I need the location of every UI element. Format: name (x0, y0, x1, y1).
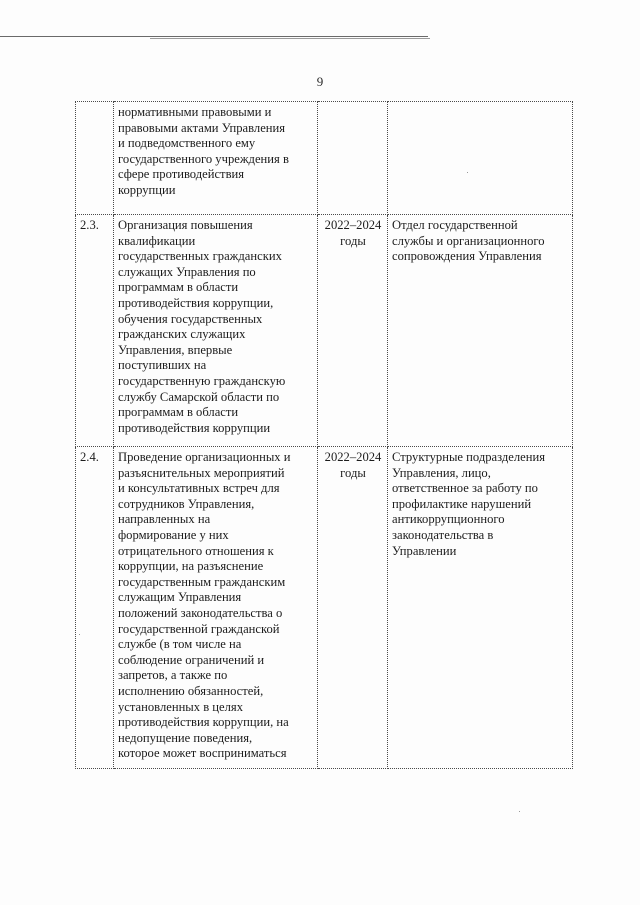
term-years: 2022–2024 (324, 450, 382, 464)
text-line: противодействия коррупции, на (118, 715, 289, 730)
text-line: поступивших на (118, 358, 207, 373)
row-number-cell: 2.3. (76, 215, 114, 447)
text-line: Отдел государственной (392, 218, 518, 232)
text-line: установленных в целях (118, 699, 244, 714)
text-line: Организация повышения (118, 218, 253, 232)
text-line: которое может восприниматься (118, 746, 287, 761)
text-line: недопущение поведения, (118, 730, 253, 745)
text-line: программам в области (118, 280, 239, 295)
term-cell (318, 215, 388, 447)
text-line: соблюдение ограничений и (118, 652, 265, 667)
top-scan-rule-secondary (150, 38, 430, 39)
text-line: отрицательного отношения к (118, 543, 274, 558)
action-cell (114, 102, 318, 215)
scan-speck (467, 172, 468, 173)
row-number-cell (76, 102, 114, 215)
text-line: квалификации (118, 233, 196, 248)
table-row (76, 215, 573, 447)
text-line: сотрудников Управления, (118, 496, 255, 511)
page-number: 9 (316, 74, 324, 89)
text-line: Управления, лицо, (392, 465, 491, 480)
text-line: формирование у них (118, 527, 229, 542)
text-line: Проведение организационных и (118, 450, 291, 464)
text-line: государственным гражданским (118, 574, 286, 589)
responsible-cell (388, 215, 573, 447)
responsible-cell (388, 447, 573, 769)
text-line: коррупции (118, 182, 176, 197)
text-line: гражданских служащих (118, 327, 246, 342)
scan-speck (519, 811, 520, 812)
text-line: и подведомственного ему (118, 136, 256, 151)
text-line: Структурные подразделения (392, 450, 546, 464)
text-line: ответственное за работу по (392, 481, 538, 496)
action-cell (114, 215, 318, 447)
text-line: сопровождения Управления (392, 249, 542, 264)
text-line: противодействия коррупции, (118, 295, 274, 310)
top-scan-rule (0, 36, 428, 37)
scan-speck (79, 634, 80, 635)
text-line: правовыми актами Управления (118, 120, 286, 135)
text-line: служащих Управления по (118, 264, 256, 279)
term-cell (318, 447, 388, 769)
text-line: антикоррупционного (392, 512, 505, 527)
text-line: службу Самарской области по (118, 389, 280, 404)
text-line: противодействия коррупции (118, 420, 271, 435)
text-line: профилактике нарушений (392, 496, 532, 511)
text-line: Управлении (392, 543, 457, 558)
anticorruption-plan-table (75, 101, 573, 769)
text-line: Управления, впервые (118, 342, 233, 357)
text-line: программам в области (118, 405, 239, 420)
text-line: государственных гражданских (118, 249, 282, 264)
text-line: государственную гражданскую (118, 373, 286, 388)
text-line: положений законодательства о (118, 605, 283, 620)
text-line: нормативными правовыми и (118, 105, 272, 119)
text-line: обучения государственных (118, 311, 263, 326)
text-line: службы и организационного (392, 233, 545, 248)
table-row (76, 447, 573, 769)
action-cell (114, 447, 318, 769)
term-cell (318, 102, 388, 215)
text-line: служащим Управления (118, 590, 242, 605)
text-line: направленных на (118, 512, 211, 527)
text-line: сфере противодействия (118, 167, 245, 182)
text-line: государственного учреждения в (118, 151, 289, 166)
text-line: службе (в том числе на (118, 637, 242, 652)
term-years: 2022–2024 (324, 218, 382, 232)
term-unit: годы (340, 465, 366, 480)
text-line: законодательства в (392, 527, 494, 542)
term-unit: годы (340, 233, 366, 248)
table-row (76, 102, 573, 215)
text-line: разъяснительных мероприятий (118, 465, 285, 480)
text-line: коррупции, на разъяснение (118, 559, 264, 574)
row-number-cell: 2.4. (76, 447, 114, 769)
text-line: исполнению обязанностей, (118, 683, 264, 698)
text-line: и консультативных встреч для (118, 481, 280, 496)
text-line: государственной гражданской (118, 621, 280, 636)
text-line: запретов, а также по (118, 668, 228, 683)
responsible-cell (388, 102, 573, 215)
